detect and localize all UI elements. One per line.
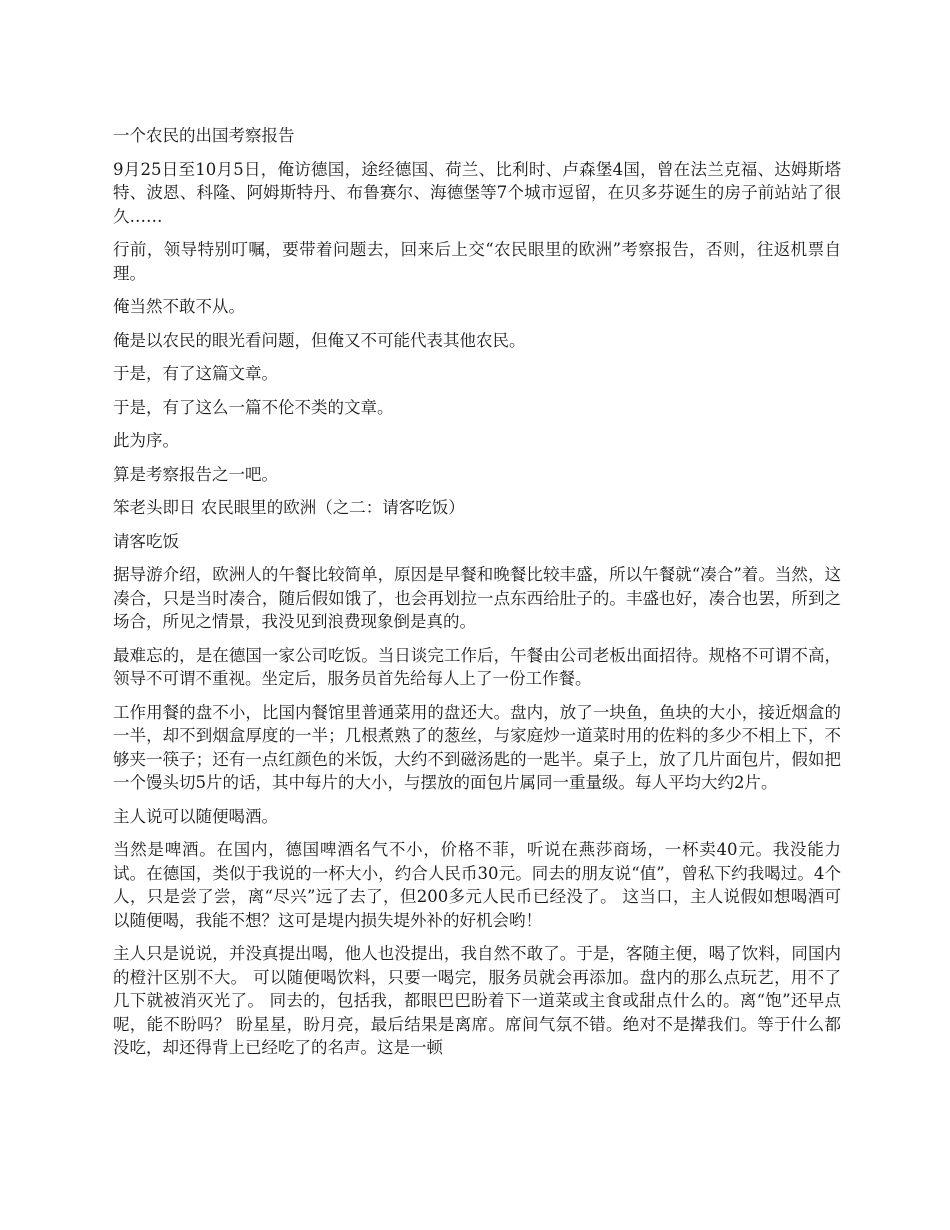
document-body (113, 124, 841, 1070)
paragraph: 主人只是说说，并没真提出喝，他人也没提出，我自然不敢了。于是，客随主便，喝了饮料，同国内的橙汁区别不大。 可以随便喝饮料，只要一喝完，服务员就会再添加。盘内的那么点玩艺，用不了几下就被消灭光了。 同去的，包括我，都眼巴巴盼着下一道菜或主食或甜点什么的。离“饱”还早点呢，能不盼吗？ 盼星星，盼月亮，最后结果是离席。席间气氛不错。绝对不是撵我们。等于什么都没吃，却还得背上已经吃了的名声。这是一顿 (113, 944, 841, 1057)
paragraph: 最难忘的，是在德国一家公司吃饭。当日谈完工作后，午餐由公司老板出面招待。规格不可谓不高，领导不可谓不重视。坐定后，服务员首先给每人上了一份工作餐。 (113, 645, 841, 688)
paragraph: 算是考察报告之一吧。 (113, 464, 278, 484)
document-title: 一个农民的出国考察报告 (113, 126, 295, 145)
paragraph-itinerary: 9月25日至10月5日，俺访德国，途经德国、荷兰、比利时、卢森堡4国，曾在法兰克福、达姆斯塔特、波恩、科隆、阿姆斯特丹、布鲁赛尔、海德堡等7个城市逗留，在贝多芬诞生的房子前站站了很久…… (113, 159, 841, 226)
paragraph-instructions: 行前，领导特别叮嘱，要带着问题去，回来后上交“农民眼里的欧洲”考察报告，否则，往返机票自理。 (113, 240, 841, 283)
section-subheading: 请客吃饭 (113, 531, 179, 551)
paragraph: 主人说可以随便喝酒。 (113, 806, 278, 826)
paragraph: 此为序。 (113, 431, 179, 450)
paragraph: 俺是以农民的眼光看问题，但俺又不可能代表其他农民。 (113, 330, 526, 350)
section-heading: 笨老头即日 农民眼里的欧洲（之二：请客吃饭） (113, 498, 465, 517)
paragraph: 于是，有了这么一篇不伦不类的文章。 (113, 397, 394, 417)
paragraph: 于是，有了这篇文章。 (113, 364, 278, 383)
paragraph: 据导游介绍，欧洲人的午餐比较简单，原因是早餐和晚餐比较丰盛，所以午餐就“凑合”着。当然，这凑合，只是当时凑合，随后假如饿了，也会再划拉一点东西给肚子的。丰盛也好，凑合也罢，所到之场合，所见之情景，我没见到浪费现象倒是真的。 (113, 565, 841, 631)
paragraph: 工作用餐的盘不小，比国内餐馆里普通菜用的盘还大。盘内，放了一块鱼，鱼块的大小，接近烟盒的一半，却不到烟盒厚度的一半；几根煮熟了的葱丝，与家庭炒一道菜时用的佐料的多少不相上下，不够夹一筷子；还有一点红颜色的米饭，大约不到磁汤匙的一匙半。桌子上，放了几片面包片，假如把一个馒头切5片的话，其中每片的大小，与摆放的面包片属同一重量级。每人平均大约2片。 (113, 702, 841, 792)
paragraph: 俺当然不敢不从。 (113, 297, 245, 316)
paragraph: 当然是啤酒。在国内，德国啤酒名气不小，价格不菲，听说在燕莎商场，一杯卖40元。我没能力试。在德国，类似于我说的一杯大小，约合人民币30元。同去的朋友说“值”，曾私下约我喝过。4个人，只是尝了尝，离“尽兴”远了去了，但200多元人民币已经没了。 这当口，主人说假如想喝酒可以随便喝，我能不想？这可是堤内损失堤外补的好机会哟！ (113, 840, 841, 930)
